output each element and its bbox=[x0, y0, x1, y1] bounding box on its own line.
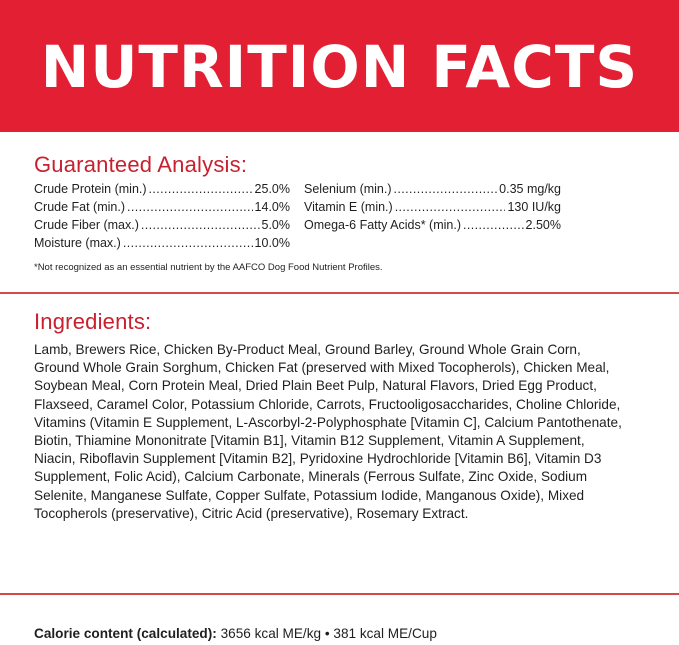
leader-dots bbox=[123, 234, 253, 252]
analysis-value: 5.0% bbox=[261, 218, 290, 232]
analysis-label: Crude Fat (min.) bbox=[34, 200, 125, 214]
analysis-value: 25.0% bbox=[254, 182, 290, 196]
guaranteed-analysis-heading: Guaranteed Analysis: bbox=[34, 152, 248, 177]
analysis-row bbox=[34, 216, 290, 234]
analysis-left-column bbox=[34, 180, 290, 252]
analysis-row bbox=[34, 180, 290, 198]
leader-dots bbox=[463, 216, 524, 234]
ingredients-heading: Ingredients: bbox=[34, 309, 152, 334]
analysis-value: 0.35 mg/kg bbox=[499, 182, 561, 196]
leader-dots bbox=[141, 216, 260, 234]
calorie-label: Calorie content (calculated): bbox=[34, 626, 217, 641]
analysis-value: 2.50% bbox=[525, 218, 561, 232]
section-divider bbox=[0, 292, 679, 294]
analysis-label: Omega-6 Fatty Acids* (min.) bbox=[304, 218, 461, 232]
analysis-row bbox=[304, 180, 561, 198]
analysis-value: 130 IU/kg bbox=[507, 200, 561, 214]
analysis-label: Selenium (min.) bbox=[304, 182, 392, 196]
leader-dots bbox=[395, 198, 506, 216]
ingredients-list: Lamb, Brewers Rice, Chicken By-Product Meal, Ground Barley, Ground Whole Grain Corn, Ground Whole Grain Sorghum, Chicken Fat (preserved with Mixed Tocopherols), Chicken Meal, Soybean Meal, Corn Protein Meal, Dried Plain Beet Pulp, Natural Flavors, Dried Egg Product, Flaxseed, Caramel Color, Potassium Chloride, Carrots, Fructooligosaccharides, Choline Chloride, Vitamins (Vitamin E Supplement, L-Ascorbyl-2-Polyphosphate [Vitamin C], Calcium Pantothenate, Biotin, Thiamine Mononitrate [Vitamin B1], Vitamin B12 Supplement, Vitamin A Supplement, Niacin, Riboflavin Supplement [Vitamin B2], Pyridoxine Hydrochloride [Vitamin B6], Vitamin D3 Supplement, Folic Acid), Calcium Carbonate, Minerals (Ferrous Sulfate, Zinc Oxide, Sodium Selenite, Manganese Sulfate, Copper Sulfate, Potassium Iodide, Manganous Oxide), Mixed Tocopherols (preservative), Citric Acid (preservative), Rosemary Extract. bbox=[34, 342, 622, 521]
calorie-value: 3656 kcal ME/kg • 381 kcal ME/Cup bbox=[220, 626, 437, 641]
analysis-value: 14.0% bbox=[254, 200, 290, 214]
analysis-label: Vitamin E (min.) bbox=[304, 200, 393, 214]
analysis-row bbox=[304, 216, 561, 234]
analysis-row bbox=[34, 198, 290, 216]
analysis-row bbox=[304, 198, 561, 216]
leader-dots bbox=[127, 198, 253, 216]
section-divider bbox=[0, 593, 679, 595]
analysis-label: Moisture (max.) bbox=[34, 236, 121, 250]
analysis-label: Crude Fiber (max.) bbox=[34, 218, 139, 232]
aafco-footnote: *Not recognized as an essential nutrient by the AAFCO Dog Food Nutrient Profiles. bbox=[34, 262, 383, 273]
calorie-content bbox=[34, 625, 437, 643]
leader-dots bbox=[394, 180, 498, 198]
analysis-right-column bbox=[304, 180, 561, 234]
analysis-label: Crude Protein (min.) bbox=[34, 182, 147, 196]
leader-dots bbox=[149, 180, 253, 198]
nutrition-facts-title: NUTRITION FACTS bbox=[40, 33, 639, 101]
analysis-value: 10.0% bbox=[254, 236, 290, 250]
analysis-row bbox=[34, 234, 290, 252]
title-banner bbox=[0, 0, 679, 132]
